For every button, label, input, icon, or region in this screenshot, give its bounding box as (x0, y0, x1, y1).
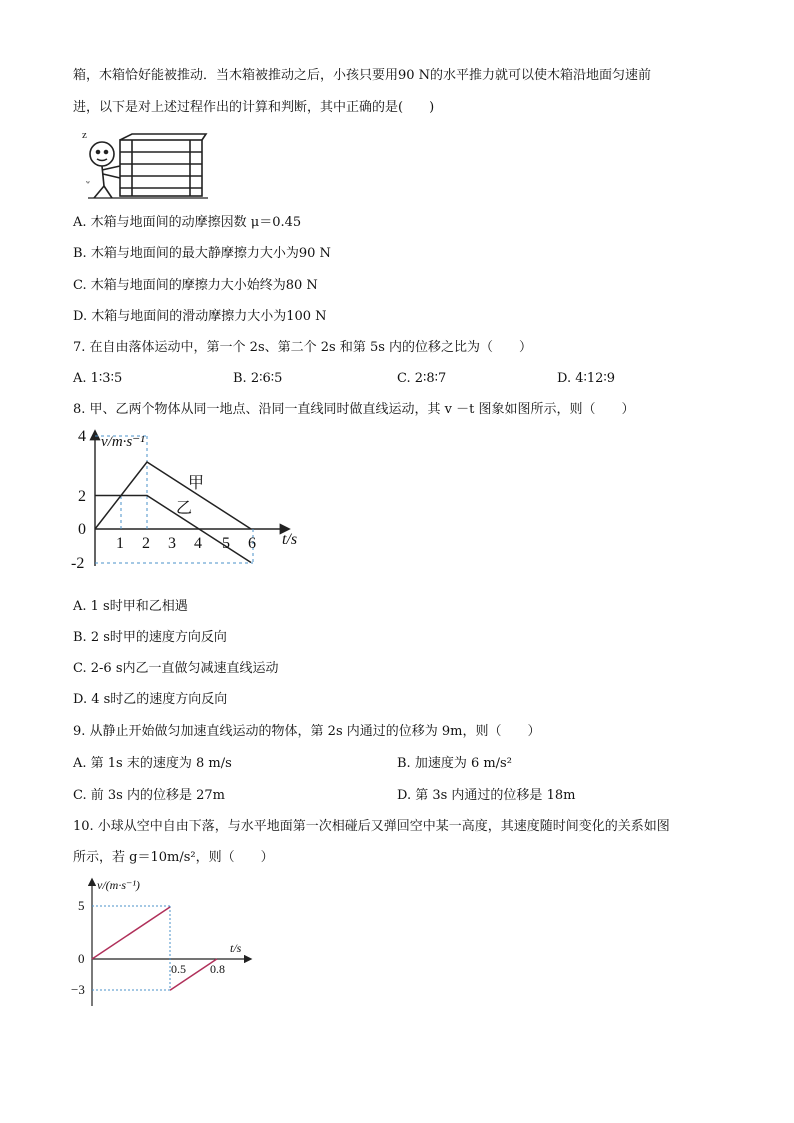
q10-stem-line1: 10. 小球从空中自由下落，与水平地面第一次相碰后又弹回空中某一高度，其速度随时间变化的关系如图 (73, 819, 670, 834)
q8-vt-graph (68, 426, 318, 576)
q10-vt-graph (70, 876, 260, 1010)
q8-option-b: B. 2 s时甲的速度方向反向 (73, 630, 227, 645)
q10-ytick-neg3: −3 (71, 982, 85, 997)
q8-label-jia: 甲 (188, 475, 205, 492)
q8-ytick-2: 2 (78, 488, 86, 505)
q7-option-d: D. 4∶12∶9 (557, 371, 616, 386)
q7-option-c: C. 2∶8∶7 (397, 371, 447, 386)
q8-xtick-6: 6 (248, 535, 256, 552)
q8-ytick-4: 4 (78, 428, 86, 445)
q10-ytick-0: 0 (78, 951, 85, 966)
q8-label-yi: 乙 (176, 500, 193, 517)
q9-option-c: C. 前 3s 内的位移是 27m (73, 788, 225, 803)
q9-stem: 9. 从静止开始做匀加速直线运动的物体，第 2s 内通过的位移为 9m，则（ ） (73, 724, 541, 739)
q10-ytick-5: 5 (78, 898, 85, 913)
q6-option-a: A. 木箱与地面间的动摩擦因数 μ＝0.45 (73, 215, 302, 230)
q7-option-a: A. 1∶3∶5 (73, 371, 123, 386)
q7-stem: 7. 在自由落体运动中，第一个 2s、第二个 2s 和第 5s 内的位移之比为（ ） (73, 340, 533, 355)
q8-xlabel: t/s (282, 531, 298, 548)
q8-xtick-3: 3 (168, 535, 176, 552)
q6-option-d: D. 木箱与地面间的滑动摩擦力大小为100 N (73, 309, 327, 324)
q6-option-c: C. 木箱与地面间的摩擦力大小始终为80 N (73, 278, 318, 293)
q9-option-a: A. 第 1s 末的速度为 8 m/s (73, 756, 232, 771)
q10-xtick-08: 0.8 (210, 962, 225, 976)
svg-text:z: z (82, 129, 87, 141)
q6-option-b: B. 木箱与地面间的最大静摩擦力大小为90 N (73, 246, 331, 261)
q10-line-fall (92, 907, 170, 959)
q8-stem: 8. 甲、乙两个物体从同一地点、沿同一直线同时做直线运动，其 v －t 图象如图所示，则（ ） (73, 402, 635, 417)
q8-option-d: D. 4 s时乙的速度方向反向 (73, 692, 228, 707)
q9-option-b: B. 加速度为 6 m/s² (397, 756, 512, 771)
q8-xtick-4: 4 (194, 535, 202, 552)
q8-option-a: A. 1 s时甲和乙相遇 (73, 599, 188, 614)
q9-option-d: D. 第 3s 内通过的位移是 18m (397, 788, 576, 803)
q8-ylabel: v/m·s⁻¹ (101, 434, 145, 450)
q8-xtick-1: 1 (116, 535, 124, 552)
q8-ytick-neg2: -2 (71, 555, 85, 572)
q10-xlabel: t/s (230, 941, 242, 955)
svg-text:ʷ: ʷ (86, 178, 90, 188)
q6-stem-line1: 箱，木箱恰好能被推动．当木箱被推动之后，小孩只要用90 N的水平推力就可以使木箱沿地面匀速前 (73, 68, 652, 83)
q8-xtick-5: 5 (222, 535, 230, 552)
q6-stem-line2: 进，以下是对上述过程作出的计算和判断，其中正确的是( ) (73, 100, 435, 115)
q8-xtick-2: 2 (142, 535, 150, 552)
q10-ylabel: v/(m·s⁻¹) (97, 878, 140, 892)
q8-ytick-0: 0 (78, 521, 86, 538)
q7-option-b: B. 2∶6∶5 (233, 371, 283, 386)
child-pushing-box-illustration (80, 128, 210, 200)
q8-option-c: C. 2-6 s内乙一直做匀减速直线运动 (73, 661, 279, 676)
q10-stem-line2: 所示，若 g＝10m/s²，则（ ） (73, 850, 274, 865)
q10-xtick-05: 0.5 (171, 962, 186, 976)
